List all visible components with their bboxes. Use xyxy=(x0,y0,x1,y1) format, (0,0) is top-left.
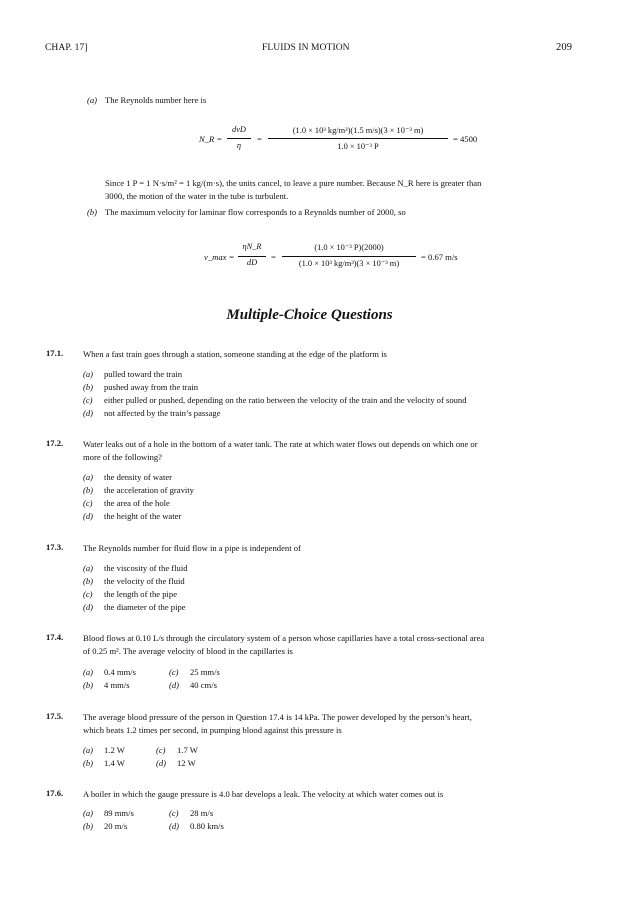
option-label: (b) xyxy=(83,576,94,586)
option-text: 0.80 km/s xyxy=(190,821,224,831)
option-label: (b) xyxy=(83,758,94,768)
option-label: (d) xyxy=(83,511,94,521)
question-text: more of the following? xyxy=(83,452,162,462)
option-label: (d) xyxy=(83,602,94,612)
part-b-intro: The maximum velocity for laminar flow corresponds to a Reynolds number of 2000, so xyxy=(105,207,406,217)
option-label: (c) xyxy=(169,667,179,677)
option-text: 25 mm/s xyxy=(190,667,220,677)
option-text: 1.4 W xyxy=(104,758,125,768)
eq-b-frac2-den: (1.0 × 10³ kg/m³)(3 × 10⁻³ m) xyxy=(298,259,400,268)
option-label: (b) xyxy=(83,680,94,690)
option-text: 0.4 mm/s xyxy=(104,667,136,677)
option-label: (c) xyxy=(83,395,93,405)
part-b-label: (b) xyxy=(87,207,98,217)
option-label: (b) xyxy=(83,485,94,495)
chapter-label: CHAP. 17] xyxy=(45,43,88,53)
eq-b-frac1-bar xyxy=(238,256,266,257)
option-label: (a) xyxy=(83,472,94,482)
part-a-note-line2: 3000, the motion of the water in the tube is turbulent. xyxy=(105,191,289,201)
question-number: 17.2. xyxy=(46,438,64,448)
option-text: 1.7 W xyxy=(177,745,198,755)
option-text: 12 W xyxy=(177,758,196,768)
eq-b-equals: = xyxy=(271,252,276,262)
question-number: 17.1. xyxy=(46,348,64,358)
question-number: 17.4. xyxy=(46,632,64,642)
question-text: of 0.25 m². The average velocity of blood in the capillaries is xyxy=(83,646,293,656)
option-text: the velocity of the fluid xyxy=(104,576,185,586)
option-text: the viscosity of the fluid xyxy=(104,563,188,573)
option-label: (d) xyxy=(169,821,180,831)
option-text: the length of the pipe xyxy=(104,589,178,599)
eq-a-result: = 4500 xyxy=(453,134,478,144)
question-text: which beats 1.2 times per second, in pumping blood against this pressure is xyxy=(83,725,342,735)
option-label: (d) xyxy=(169,680,180,690)
option-label: (d) xyxy=(156,758,167,768)
option-label: (a) xyxy=(83,667,94,677)
question-text: When a fast train goes through a station, someone standing at the edge of the platform is xyxy=(83,349,387,359)
option-label: (c) xyxy=(83,589,93,599)
option-text: the diameter of the pipe xyxy=(104,602,186,612)
option-text: 89 mm/s xyxy=(104,808,134,818)
eq-a-lhs: N_R = xyxy=(199,134,223,144)
option-text: the area of the hole xyxy=(104,498,170,508)
option-text: the density of water xyxy=(104,472,173,482)
option-text: the height of the water xyxy=(104,511,182,521)
eq-b-lhs: v_max = xyxy=(204,252,235,262)
option-text: 28 m/s xyxy=(190,808,214,818)
question-number: 17.5. xyxy=(46,711,64,721)
option-text: 1.2 W xyxy=(104,745,125,755)
question-number: 17.3. xyxy=(46,542,64,552)
option-text: 40 cm/s xyxy=(190,680,217,690)
part-a-label: (a) xyxy=(87,95,98,105)
eq-a-equals: = xyxy=(257,134,262,144)
option-label: (d) xyxy=(83,408,94,418)
question-text: The Reynolds number for fluid flow in a pipe is independent of xyxy=(83,543,301,553)
part-a-intro: The Reynolds number here is xyxy=(105,95,207,105)
question-text: Blood flows at 0.10 L/s through the circulatory system of a person whose capillaries have a total cross-sectional area xyxy=(83,633,485,643)
eq-a-frac1-bar xyxy=(227,138,251,139)
option-text: not affected by the train’s passage xyxy=(104,408,221,418)
option-label: (c) xyxy=(83,498,93,508)
eq-a-frac2-den: 1.0 × 10⁻³ P xyxy=(337,142,379,151)
eq-b-result: = 0.67 m/s xyxy=(421,252,458,262)
question-text: The average blood pressure of the person in Question 17.4 is 14 kPa. The power developed by the person’s heart, xyxy=(83,712,472,722)
page-number: 209 xyxy=(556,42,573,53)
option-label: (a) xyxy=(83,563,94,573)
question-text: Water leaks out of a hole in the bottom of a water tank. The rate at which water flows out depends on which one or xyxy=(83,439,478,449)
option-text: the acceleration of gravity xyxy=(104,485,194,495)
option-text: either pulled or pushed, depending on the ratio between the velocity of the train and the velocity of sound xyxy=(104,395,467,405)
option-label: (c) xyxy=(169,808,179,818)
eq-b-frac1-num: ηN_R xyxy=(242,242,262,251)
section-title: Multiple-Choice Questions xyxy=(226,307,393,323)
eq-b-frac2-num: (1.0 × 10⁻³ P)(2000) xyxy=(314,243,384,252)
option-label: (c) xyxy=(156,745,166,755)
option-text: 4 mm/s xyxy=(104,680,130,690)
option-label: (b) xyxy=(83,382,94,392)
eq-a-frac1-num: dvD xyxy=(232,125,246,134)
option-text: 20 m/s xyxy=(104,821,128,831)
eq-a-frac2-num: (1.0 × 10³ kg/m³)(1.5 m/s)(3 × 10⁻³ m) xyxy=(292,126,424,135)
option-label: (a) xyxy=(83,745,94,755)
running-title: FLUIDS IN MOTION xyxy=(262,43,350,53)
eq-b-frac2-bar xyxy=(282,256,416,257)
question-text: A boiler in which the gauge pressure is 4.0 bar develops a leak. The velocity at which water comes out is xyxy=(83,789,444,799)
option-text: pushed away from the train xyxy=(104,382,199,392)
question-number: 17.6. xyxy=(46,788,64,798)
eq-b-frac1-den: dD xyxy=(246,258,258,267)
option-text: pulled toward the train xyxy=(104,369,183,379)
part-a-note-line1: Since 1 P = 1 N·s/m² = 1 kg/(m·s), the units cancel, to leave a pure number. Because N_R here is greater than xyxy=(105,178,482,188)
option-label: (a) xyxy=(83,369,94,379)
option-label: (b) xyxy=(83,821,94,831)
eq-a-frac1-den: η xyxy=(236,141,242,150)
option-label: (a) xyxy=(83,808,94,818)
eq-a-frac2-bar xyxy=(268,138,448,139)
